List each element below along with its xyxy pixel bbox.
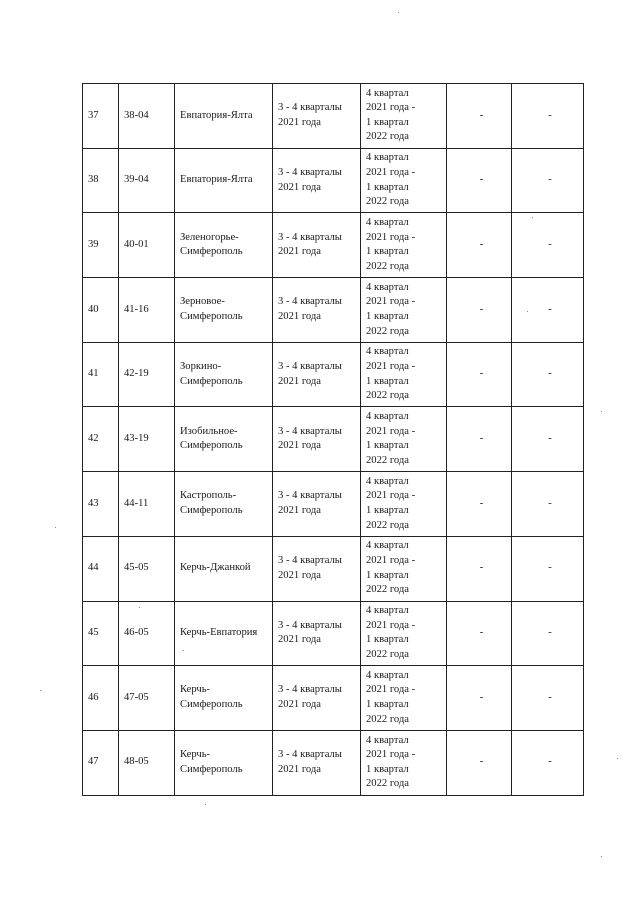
deadline-cell [361,84,447,149]
deadline-line: 2021 года - [366,425,416,437]
route-code: 40-01 [124,238,149,250]
row-number: 38 [88,174,99,186]
route-code-cell [119,601,175,666]
scan-speck [601,856,602,857]
column-7-value-cell [512,213,584,278]
deadline-line: 2022 года [366,519,410,531]
column-6-value-cell [447,730,512,795]
period-line: 3 - 4 кварталы [278,749,342,761]
period-line: 2021 года [278,310,322,322]
column-7-value: - [548,109,552,121]
table-row [83,536,584,601]
scan-speck [532,217,533,218]
row-number-cell [83,84,119,149]
deadline-line: 2021 года - [366,166,416,178]
column-7-value-cell [512,342,584,407]
route-name-line: Симферополь [180,440,243,452]
route-name-cell [175,278,273,343]
period-line: 2021 года [278,699,322,711]
deadline-line: 4 квартал [366,475,409,487]
route-name-line: Керчь- [180,749,211,761]
column-7-value: - [548,627,552,639]
table-row [83,730,584,795]
column-6-value-cell [447,536,512,601]
period-line: 2021 года [278,763,322,775]
period-line: 3 - 4 кварталы [278,684,342,696]
period-cell [273,601,361,666]
deadline-line: 1 квартал [366,246,409,258]
deadline-line: 4 квартал [366,281,409,293]
route-name-line: Зоркино- [180,360,222,372]
deadline-line: 2022 года [366,584,410,596]
column-6-value: - [479,497,484,509]
route-code: 41-16 [124,303,149,315]
route-code-cell [119,730,175,795]
table-row [83,213,584,278]
row-number: 37 [88,109,99,121]
row-number: 46 [88,691,99,703]
route-name-line: Симферополь [180,246,243,258]
route-schedule-table [82,83,584,796]
column-7-value: - [548,756,552,768]
deadline-line: 2022 года [366,390,410,402]
route-name-line: Керчь-Джанкой [180,562,251,574]
deadline-line: 1 квартал [366,310,409,322]
column-6-value-cell [447,666,512,731]
column-6-value: - [479,368,484,380]
deadline-line: 2022 года [366,778,410,790]
row-number-cell [83,472,119,537]
column-6-value: - [479,756,484,768]
period-line: 2021 года [278,246,322,258]
deadline-line: 4 квартал [366,152,409,164]
deadline-cell [361,342,447,407]
period-line: 3 - 4 кварталы [278,425,342,437]
deadline-line: 2021 года - [366,684,416,696]
deadline-line: 2021 года - [366,296,416,308]
column-6-value-cell [447,278,512,343]
period-cell [273,407,361,472]
row-number: 39 [88,238,99,250]
route-code: 44-11 [124,497,149,509]
row-number: 41 [88,368,99,380]
deadline-line: 1 квартал [366,699,409,711]
deadline-line: 2021 года - [366,360,416,372]
period-line: 3 - 4 кварталы [278,231,342,243]
period-line: 3 - 4 кварталы [278,102,342,114]
column-6-value: - [479,627,484,639]
route-code: 39-04 [124,174,149,186]
period-cell [273,666,361,731]
deadline-line: 4 квартал [366,605,409,617]
row-number-cell [83,148,119,213]
deadline-cell [361,278,447,343]
column-7-value: - [548,562,552,574]
deadline-line: 4 квартал [366,87,409,99]
deadline-line: 1 квартал [366,116,409,128]
deadline-line: 1 квартал [366,375,409,387]
route-name-line: Керчь- [180,684,211,696]
route-code-cell [119,407,175,472]
period-cell [273,213,361,278]
column-6-value: - [479,432,484,444]
row-number: 40 [88,303,99,315]
row-number-cell [83,666,119,731]
route-code: 47-05 [124,691,149,703]
period-line: 3 - 4 кварталы [278,296,342,308]
route-name-line: Симферополь [180,375,243,387]
column-7-value-cell [512,148,584,213]
route-name-cell [175,84,273,149]
deadline-line: 1 квартал [366,569,409,581]
table-row [83,148,584,213]
table-body [83,84,584,796]
route-code-cell [119,666,175,731]
route-code-cell [119,213,175,278]
route-code-cell [119,278,175,343]
route-code: 46-05 [124,627,149,639]
row-number-cell [83,536,119,601]
column-7-value-cell [512,407,584,472]
period-line: 2021 года [278,504,322,516]
period-cell [273,84,361,149]
route-name-cell [175,407,273,472]
column-6-value-cell [447,407,512,472]
column-6-value: - [479,303,484,315]
column-6-value: - [479,691,484,703]
deadline-line: 2022 года [366,325,410,337]
table-row [83,342,584,407]
deadline-line: 1 квартал [366,504,409,516]
column-6-value: - [479,238,484,250]
route-name-cell [175,666,273,731]
column-7-value-cell [512,730,584,795]
column-7-value-cell [512,601,584,666]
period-cell [273,472,361,537]
route-code: 48-05 [124,756,149,768]
deadline-cell [361,536,447,601]
row-number-cell [83,213,119,278]
scan-speck [40,690,41,691]
route-name-line: Евпатория-Ялта [180,174,253,186]
deadline-line: 2022 года [366,260,410,272]
deadline-line: 2021 года - [366,555,416,567]
route-name-line: Зеленогорье- [180,231,239,243]
row-number: 43 [88,497,99,509]
period-line: 3 - 4 кварталы [278,360,342,372]
route-name-line: Зерновое- [180,296,225,308]
column-7-value: - [548,691,552,703]
route-name-line: Керчь-Евпатория [180,627,258,639]
route-name-cell [175,472,273,537]
route-name-cell [175,148,273,213]
deadline-line: 4 квартал [366,411,409,423]
deadline-line: 1 квартал [366,763,409,775]
deadline-cell [361,472,447,537]
period-cell [273,342,361,407]
table-row [83,407,584,472]
deadline-line: 2021 года - [366,490,416,502]
route-name-line: Евпатория-Ялта [180,109,253,121]
column-7-value-cell [512,472,584,537]
route-name-line: Симферополь [180,504,243,516]
column-7-value: - [548,303,552,315]
row-number: 42 [88,432,99,444]
route-name-line: Симферополь [180,310,243,322]
deadline-line: 4 квартал [366,217,409,228]
deadline-line: 2022 года [366,713,410,725]
period-line: 2021 года [278,569,322,581]
route-name-line: Симферополь [180,699,243,711]
deadline-line: 2021 года - [366,231,416,243]
period-line: 2021 года [278,181,322,193]
deadline-line: 2021 года - [366,619,416,631]
deadline-line: 1 квартал [366,634,409,646]
route-code-cell [119,536,175,601]
row-number: 45 [88,627,99,639]
deadline-line: 4 квартал [366,734,409,746]
row-number-cell [83,407,119,472]
table-row [83,84,584,149]
column-6-value-cell [447,84,512,149]
column-6-value-cell [447,148,512,213]
period-cell [273,536,361,601]
table-row [83,278,584,343]
scan-speck [601,411,602,412]
route-name-cell [175,536,273,601]
column-6-value: - [479,174,484,186]
period-line: 2021 года [278,440,322,452]
column-6-value-cell [447,342,512,407]
column-7-value-cell [512,536,584,601]
route-name-cell [175,213,273,278]
deadline-cell [361,148,447,213]
period-line: 2021 года [278,116,322,128]
deadline-line: 1 квартал [366,440,409,452]
route-name-cell [175,342,273,407]
deadline-line: 4 квартал [366,540,409,552]
column-6-value-cell [447,472,512,537]
period-cell [273,148,361,213]
route-code-cell [119,84,175,149]
deadline-line: 2022 года [366,196,410,208]
period-line: 3 - 4 кварталы [278,166,342,178]
row-number-cell [83,601,119,666]
table-row [83,601,584,666]
period-line: 2021 года [278,634,322,646]
deadline-line: 2021 года - [366,102,416,114]
deadline-cell [361,213,447,278]
column-7-value: - [548,174,552,186]
deadline-line: 4 квартал [366,346,409,358]
column-6-value: - [479,109,484,121]
route-code: 38-04 [124,109,149,121]
period-line: 3 - 4 кварталы [278,555,342,567]
route-name-cell [175,730,273,795]
scan-speck [527,311,528,312]
route-code-cell [119,148,175,213]
scan-speck [183,650,184,651]
route-code-cell [119,472,175,537]
column-7-value-cell [512,278,584,343]
deadline-line: 2021 года - [366,749,416,761]
column-6-value: - [479,562,484,574]
period-cell [273,278,361,343]
period-line: 3 - 4 кварталы [278,490,342,502]
row-number-cell [83,730,119,795]
scan-speck [55,527,56,528]
scan-speck [139,607,140,608]
table-row [83,666,584,731]
deadline-cell [361,407,447,472]
deadline-cell [361,601,447,666]
deadline-line: 2022 года [366,454,410,466]
deadline-line: 2022 года [366,648,410,660]
route-code: 45-05 [124,562,149,574]
route-name-line: Симферополь [180,763,243,775]
deadline-line: 2022 года [366,131,410,143]
route-code-cell [119,342,175,407]
route-name-line: Изобильное- [180,425,238,437]
table-row [83,472,584,537]
deadline-cell [361,730,447,795]
scan-speck [398,12,399,13]
column-7-value-cell [512,666,584,731]
row-number: 47 [88,756,99,768]
row-number-cell [83,342,119,407]
scan-speck [205,804,206,805]
column-7-value: - [548,238,552,250]
column-7-value: - [548,432,552,444]
scan-speck [617,758,618,759]
row-number: 44 [88,562,99,574]
period-line: 3 - 4 кварталы [278,619,342,631]
route-code: 43-19 [124,432,149,444]
route-name-cell [175,601,273,666]
period-cell [273,730,361,795]
column-6-value-cell [447,213,512,278]
column-7-value: - [548,497,552,509]
row-number-cell [83,278,119,343]
deadline-cell [361,666,447,731]
period-line: 2021 года [278,375,322,387]
route-code: 42-19 [124,368,149,380]
column-6-value-cell [447,601,512,666]
route-name-line: Кастрополь- [180,490,237,502]
column-7-value-cell [512,84,584,149]
column-7-value: - [548,368,552,380]
deadline-line: 4 квартал [366,669,409,681]
deadline-line: 1 квартал [366,181,409,193]
